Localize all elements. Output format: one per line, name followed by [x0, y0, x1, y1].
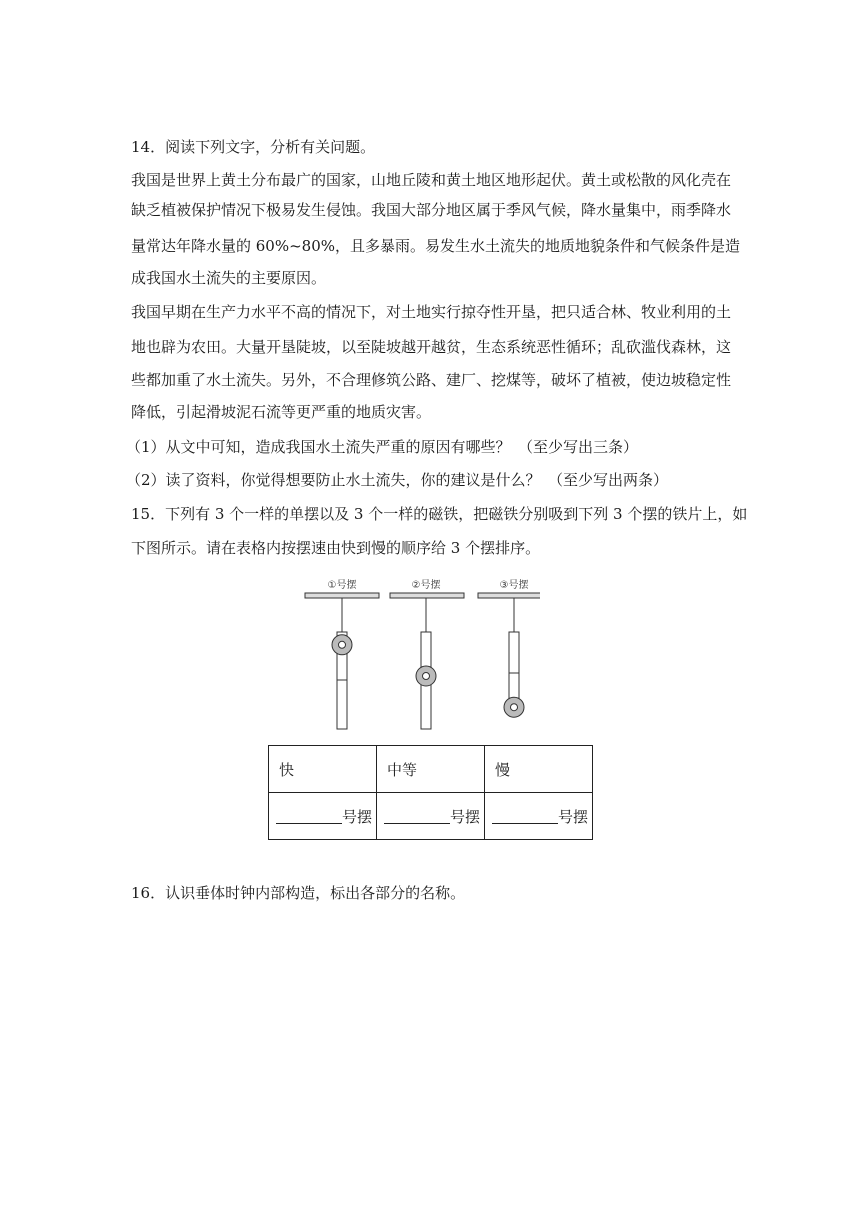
pendulum-support-bar — [478, 593, 540, 598]
pendulum-speed-table — [268, 745, 593, 840]
q14-p2-line: 降低，引起滑坡泥石流等更严重的地质灾害。 — [131, 403, 432, 421]
pendulum-figure — [300, 575, 540, 735]
answer-blank — [276, 808, 342, 824]
table-header-row — [269, 746, 593, 793]
q16-title: 16．认识垂体时钟内部构造，标出各部分的名称。 — [131, 884, 466, 902]
q14-sub2: （2）读了资料，你觉得想要防止水土流失，你的建议是什么？ （至少写出两条） — [126, 471, 669, 489]
q15-line2: 下图所示。请在表格内按摆速由快到慢的顺序给 3 个摆排序。 — [131, 539, 541, 557]
q15-line1: 15．下列有 3 个一样的单摆以及 3 个一样的磁铁，把磁铁分别吸到下列 3 个摆的铁片上，如 — [131, 505, 748, 523]
pendulum-support-bar — [390, 593, 464, 598]
cell-suffix: 号摆 — [558, 807, 589, 826]
answer-blank — [384, 808, 450, 824]
magnet — [332, 635, 352, 655]
q14-p1-line: 量常达年降水量的 60%~80%，且多暴雨。易发生水土流失的地质地貌条件和气候条件是造 — [131, 237, 741, 255]
table-answer-row — [269, 793, 593, 840]
q14-sub1: （1）从文中可知，造成我国水土流失严重的原因有哪些？ （至少写出三条） — [126, 438, 639, 456]
q14-p1-line: 成我国水土流失的主要原因。 — [131, 269, 327, 287]
answer-cell-fast[interactable] — [269, 793, 377, 840]
q14-p1-line: 缺乏植被保护情况下极易发生侵蚀。我国大部分地区属于季风气候，降水量集中，雨季降水 — [131, 201, 732, 219]
pendulum-support-bar — [305, 593, 379, 598]
q14-p2-line: 我国早期在生产力水平不高的情况下，对土地实行掠夺性开垦，把只适合林、牧业利用的土 — [131, 303, 732, 321]
cell-suffix: 号摆 — [342, 807, 373, 826]
answer-cell-slow[interactable] — [485, 793, 593, 840]
header-slow: 慢 — [485, 746, 593, 793]
magnet — [416, 666, 436, 686]
pendulum-3 — [478, 578, 540, 717]
pendulum-2 — [390, 578, 464, 729]
pendulum-label: ③号摆 — [499, 580, 529, 591]
answer-blank — [492, 808, 558, 824]
cell-suffix: 号摆 — [450, 807, 481, 826]
pendulum-label: ①号摆 — [327, 580, 357, 591]
header-fast: 快 — [269, 746, 377, 793]
q14-p2-line: 地也辟为农田。大量开垦陡坡，以至陡坡越开越贫，生态系统恶性循环；乱砍滥伐森林，这 — [131, 338, 732, 356]
q14-title: 14．阅读下列文字，分析有关问题。 — [131, 138, 376, 156]
pendulum-1 — [305, 578, 379, 729]
answer-cell-medium[interactable] — [377, 793, 485, 840]
pendulum-label: ②号摆 — [411, 580, 441, 591]
q14-p2-line: 些都加重了水土流失。另外，不合理修筑公路、建厂、挖煤等，破坏了植被，使边坡稳定性 — [131, 371, 732, 389]
header-medium: 中等 — [377, 746, 485, 793]
magnet — [504, 697, 524, 717]
q14-p1-line: 我国是世界上黄土分布最广的国家，山地丘陵和黄土地区地形起伏。黄土或松散的风化壳在 — [131, 171, 732, 189]
